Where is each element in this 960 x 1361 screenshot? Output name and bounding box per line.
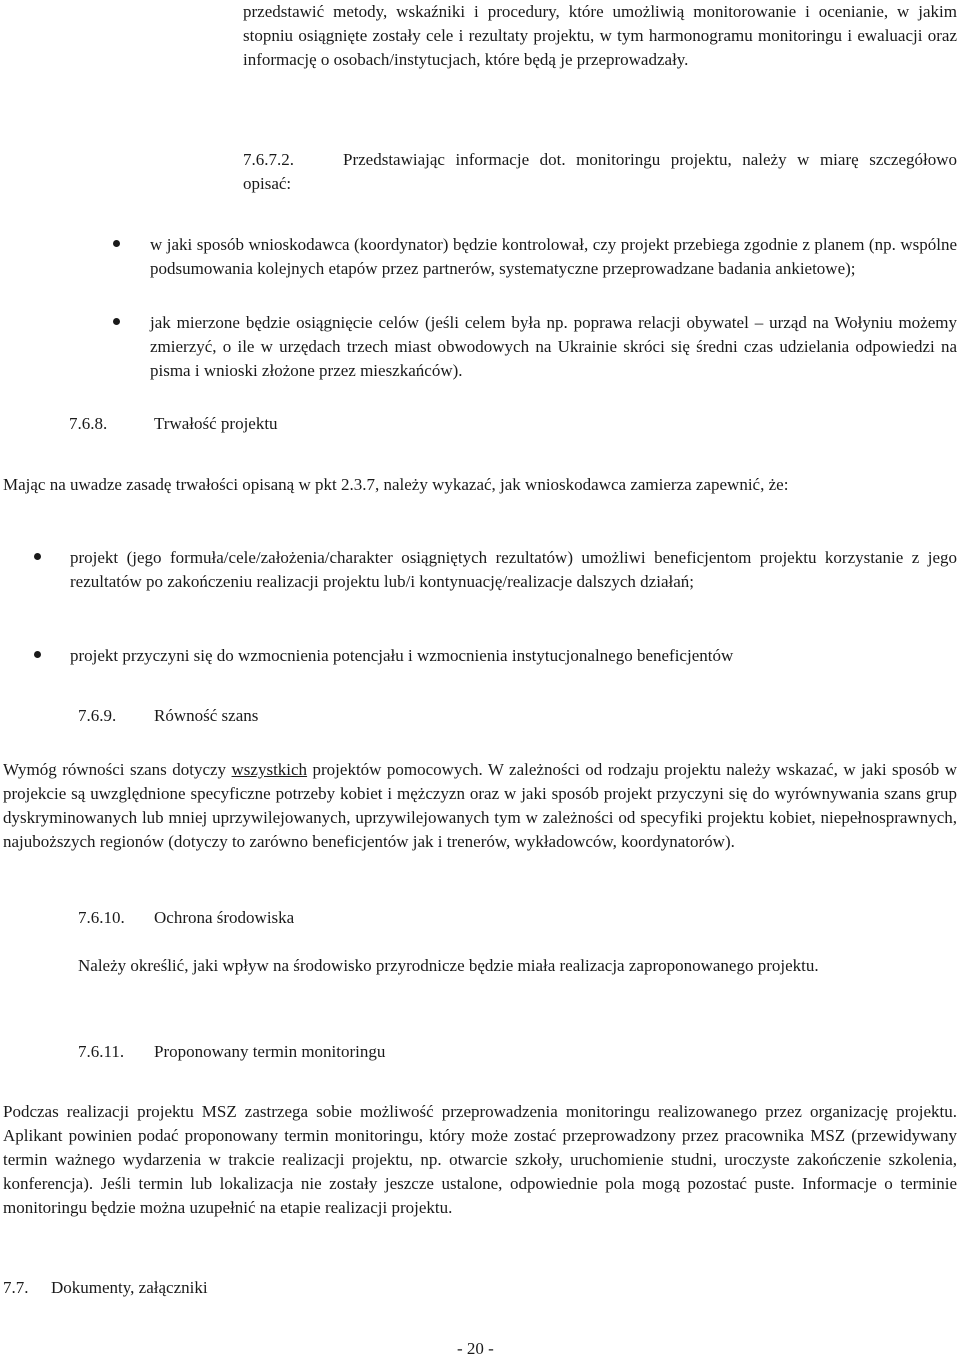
section-title: Ochrona środowiska xyxy=(154,908,295,927)
section-heading xyxy=(78,704,258,728)
section-7-6-11-paragraph: Podczas realizacji projektu MSZ zastrzega sobie możliwość przeprowadzenia monitoringu realizowanego przez organizację projektu. Aplikant powinien podać proponowany termin monitoringu, który może zostać przeprowadzony przez pracownika MSZ (przewidywany termin ważnego wydarzenia w trakcie realizacji projektu, np. otwarcie szkoły, uruchomienie studni, uroczyste zakończenie szkolenia, konferencja). Jeśli termin lub lokalizacja nie zostały jeszcze ustalone, odpowiednie pola mogą pozostać puste. Informacje o terminie monitoringu będzie można uzupełnić na etapie realizacji projektu. xyxy=(3,1102,957,1217)
section-text: Przedstawiając informacje dot. monitoringu projektu, należy w miarę szczegółowo opisać: xyxy=(243,150,957,193)
section-title: Dokumenty, załączniki xyxy=(51,1278,208,1297)
section-number: 7.6.10. xyxy=(78,908,125,927)
section-title: Proponowany termin monitoringu xyxy=(154,1042,386,1061)
section-heading xyxy=(78,1040,385,1064)
bullet-icon xyxy=(113,318,120,325)
section-7-6-7-2-paragraph xyxy=(243,148,957,196)
text-span: projektów pomocowych. W zależności od rodzaju projektu należy wskazać, w jaki sposób w projekcie są uwzględnione specyficzne potrzeby kobiet i mężczyzn oraz w jaki sposób projekt przyczyni się do wyrównywania szans grup dyskryminowanych lub mniej uprzywilejowanych, uprzywilejowanych tym w zależności od specyfiki projektu kobiet, niepełnosprawnych, najuboższych regionów (dotyczy to zarówno beneficjentów jak i trenerów, wykładowców, koordynatorów). xyxy=(3,760,957,851)
section-7-6-10-paragraph: Należy określić, jaki wpływ na środowisko przyrodnicze będzie miała realizacja zaproponowanego projektu. xyxy=(78,956,819,975)
bullet-icon xyxy=(34,553,41,560)
section-number: 7.6.7.2. xyxy=(243,150,294,169)
section-heading xyxy=(78,906,294,930)
section-heading xyxy=(3,1276,208,1300)
page-number: - 20 - xyxy=(457,1339,494,1358)
text-span: Wymóg równości szans dotyczy xyxy=(3,760,232,779)
section-7-6-9-paragraph xyxy=(3,758,957,854)
section-title: Trwałość projektu xyxy=(154,414,278,433)
section-number: 7.6.8. xyxy=(69,414,108,433)
section-7-6-8-intro: Mając na uwadze zasadę trwałości opisaną w pkt 2.3.7, należy wykazać, jak wnioskodawca zamierza zapewnić, że: xyxy=(3,475,789,494)
list-item: jak mierzone będzie osiągnięcie celów (jeśli celem była np. poprawa relacji obywatel – urząd na Wołyniu możemy zmierzyć, o ile w urzędach trzech miast obwodowych na Ukrainie skróci się średni czas udzielania odpowiedzi na pisma i wnioski złożone przez mieszkańców). xyxy=(150,313,957,380)
section-number: 7.6.9. xyxy=(78,706,117,725)
bullet-icon xyxy=(113,240,120,247)
list-item: projekt (jego formuła/cele/założenia/charakter osiągniętych rezultatów) umożliwi beneficjentom projektu korzystanie z jego rezultatów po zakończeniu realizacji projektu lub/i kontynuację/realizacje dalszych działań; xyxy=(70,548,957,591)
section-number: 7.6.11. xyxy=(78,1042,125,1061)
bullet-icon xyxy=(34,651,41,658)
list-item: w jaki sposób wnioskodawca (koordynator) będzie kontrolował, czy projekt przebiega zgodnie z planem (np. wspólne podsumowania kolejnych etapów przez partnerów, systematyczne przeprowadzane badania ankietowe); xyxy=(150,235,957,278)
section-heading xyxy=(69,412,278,436)
section-title: Równość szans xyxy=(154,706,259,725)
section-number: 7.7. xyxy=(3,1278,29,1297)
underlined-word: wszystkich xyxy=(231,760,308,779)
intro-paragraph: przedstawić metody, wskaźniki i procedury, które umożliwią monitorowanie i ocenianie, w jakim stopniu osiągnięte zostały cele i rezultaty projektu, w tym harmonogramu monitoringu i ewaluacji oraz informację o osobach/instytucjach, które będą je przeprowadzały. xyxy=(243,2,957,69)
list-item: projekt przyczyni się do wzmocnienia potencjału i wzmocnienia instytucjonalnego beneficjentów xyxy=(70,646,734,665)
